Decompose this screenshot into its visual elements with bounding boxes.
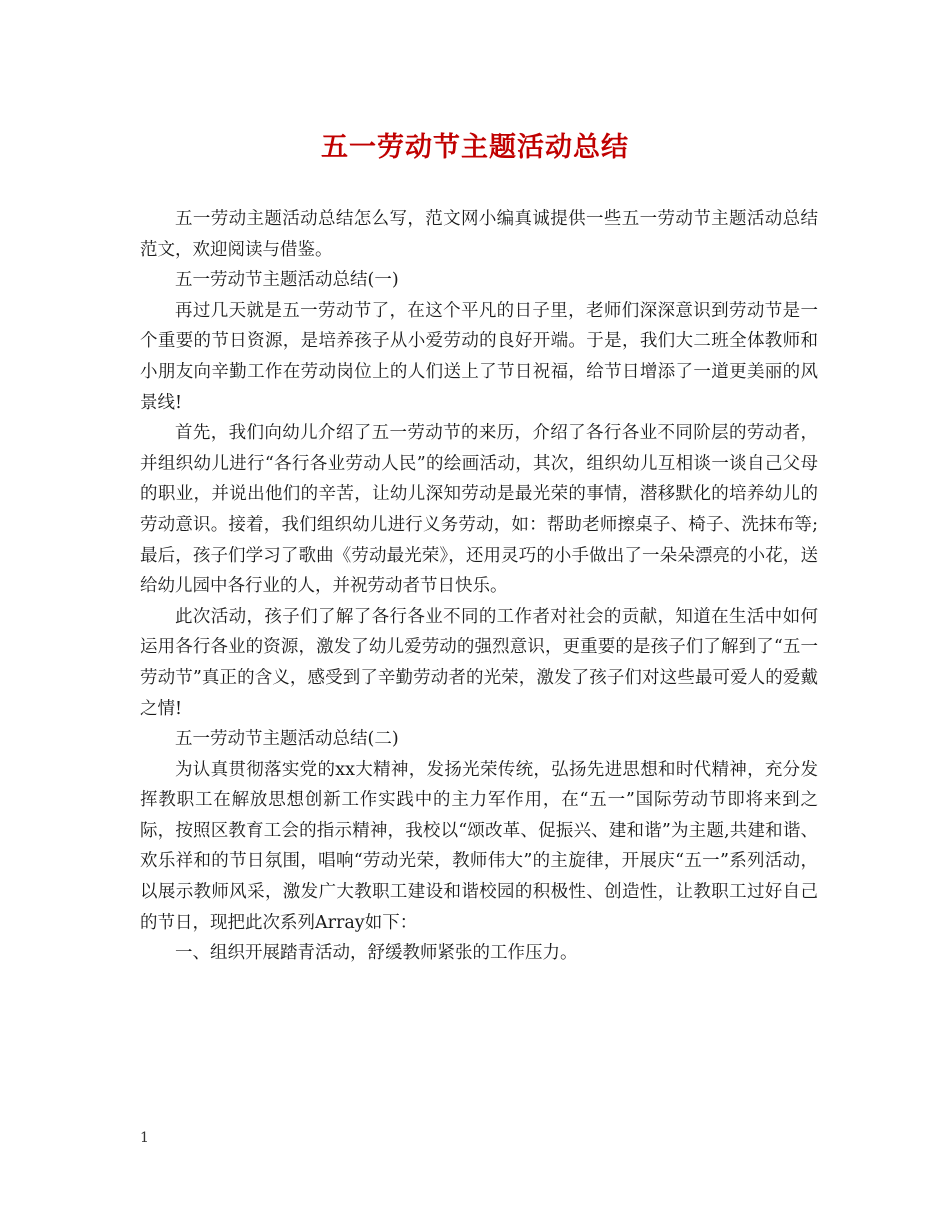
paragraph: 为认真贯彻落实党的xx大精神，发扬光荣传统，弘扬先进思想和时代精神，充分发挥教职工在解放思想创新工作实践中的主力军作用，在“五一”国际劳动节即将来到之际，按照区教育工会的指示精神，我校以“颂改革、促振兴、建和谐”为主题,共建和谐、欢乐祥和的节日氛围，唱响“劳动光荣，教师伟大”的主旋律，开展庆“五一”系列活动，以展示教师风采，激发广大教职工建设和谐校园的积极性、创造性，让教职工过好自己的节日，现把此次系列Array如下： bbox=[140, 759, 818, 933]
paragraph: 一、组织开展踏青活动，舒缓教师紧张的工作压力。 bbox=[175, 943, 578, 964]
document-body bbox=[140, 204, 818, 969]
section-heading-2: 五一劳动节主题活动总结(二) bbox=[175, 729, 399, 750]
paragraph: 此次活动，孩子们了解了各行各业不同的工作者对社会的贡献，知道在生活中如何运用各行各业的资源，激发了幼儿爱劳动的强烈意识，更重要的是孩子们了解到了“五一劳动节”真正的含义，感受到了辛勤劳动者的光荣，激发了孩子们对这些最可爱人的爱戴之情! bbox=[140, 606, 818, 719]
paragraph: 首先，我们向幼儿介绍了五一劳动节的来历，介绍了各行各业不同阶层的劳动者，并组织幼儿进行“各行各业劳动人民”的绘画活动，其次，组织幼儿互相谈一谈自己父母的职业，并说出他们的辛苦，让幼儿深知劳动是最光荣的事情，潜移默化的培养幼儿的劳动意识。接着，我们组织幼儿进行义务劳动，如：帮助老师擦桌子、椅子、洗抹布等;最后，孩子们学习了歌曲《劳动最光荣》，还用灵巧的小手做出了一朵朵漂亮的小花，送给幼儿园中各行业的人，并祝劳动者节日快乐。 bbox=[140, 423, 818, 597]
paragraph-intro: 五一劳动主题活动总结怎么写，范文网小编真诚提供一些五一劳动节主题活动总结范文，欢迎阅读与借鉴。 bbox=[140, 209, 818, 260]
paragraph: 再过几天就是五一劳动节了，在这个平凡的日子里，老师们深深意识到劳动节是一个重要的节日资源，是培养孩子从小爱劳动的良好开端。于是，我们大二班全体教师和小朋友向辛勤工作在劳动岗位上的人们送上了节日祝福，给节日增添了一道更美丽的风景线! bbox=[140, 300, 818, 413]
section-heading-1: 五一劳动节主题活动总结(一) bbox=[175, 270, 399, 291]
document-title: 五一劳动节主题活动总结 bbox=[321, 132, 629, 163]
page-number: 1 bbox=[140, 1130, 149, 1146]
